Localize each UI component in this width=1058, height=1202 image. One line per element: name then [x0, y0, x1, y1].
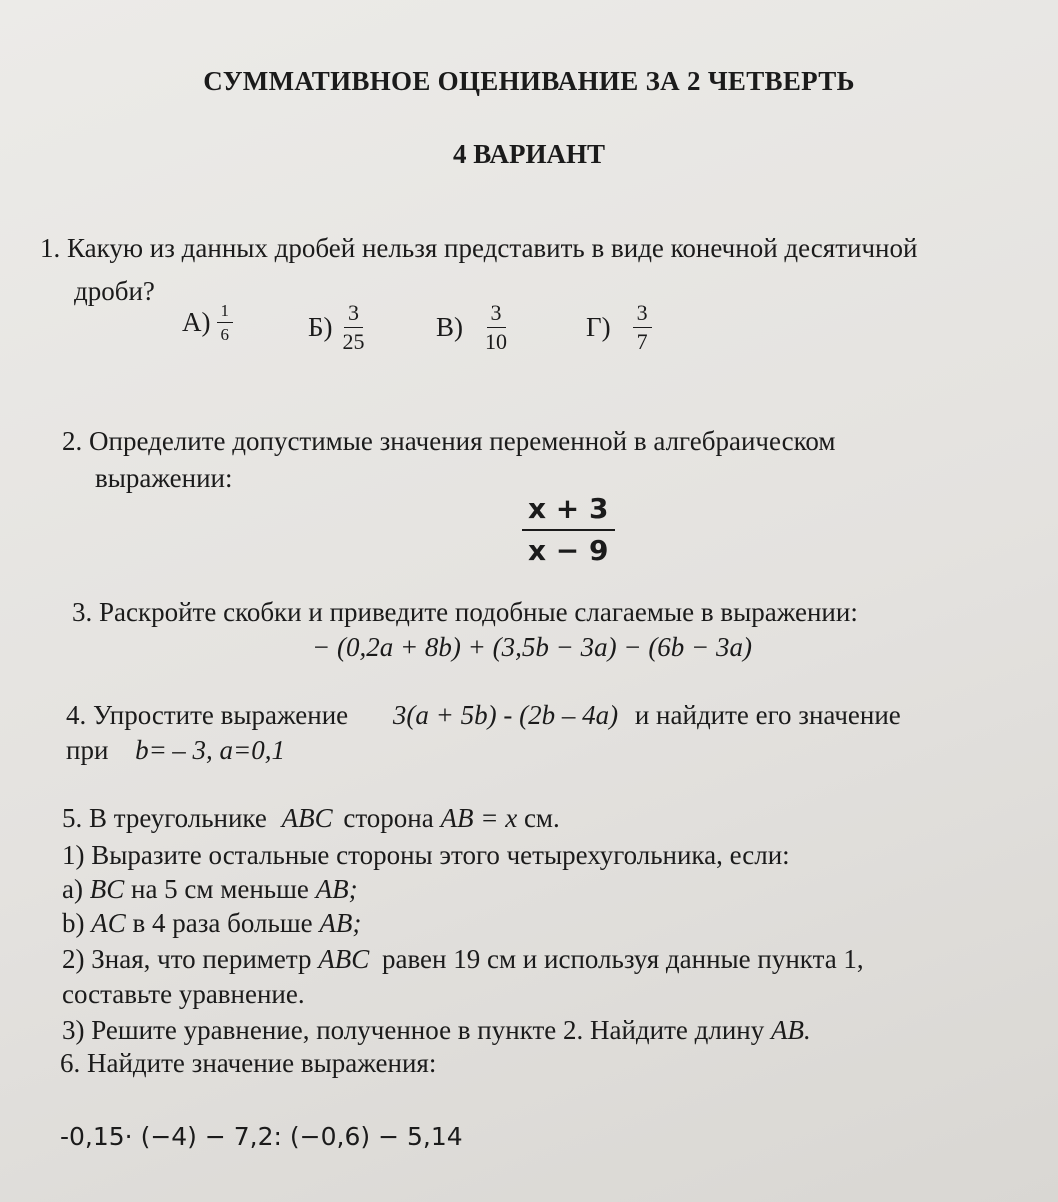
q5-text-line6: составьте уравнение. — [62, 979, 305, 1009]
variant-heading: 4 ВАРИАНТ — [452, 139, 606, 169]
option-label: Б) — [308, 312, 333, 342]
side-name: AB. — [771, 1015, 811, 1045]
q5-text-line1 — [62, 803, 560, 834]
q5-text: а) — [62, 874, 83, 904]
q5-text: в 4 раза больше — [132, 908, 313, 938]
triangle-name: ABC — [281, 803, 333, 833]
fraction — [633, 302, 652, 353]
q5-text-line5 — [62, 944, 864, 975]
q4-line2-prefix: при — [66, 735, 109, 765]
q4-expression: 3(a + 5b) - (2b – 4a) — [392, 700, 619, 730]
fraction — [481, 302, 511, 353]
fraction — [522, 492, 615, 567]
q4-values: b= – 3, a=0,1 — [135, 735, 286, 765]
q5-text-line3 — [62, 874, 358, 905]
q1-option-b — [308, 302, 369, 353]
side-name: BC — [89, 874, 125, 904]
denominator: 10 — [485, 329, 507, 354]
q1-option-a — [182, 302, 233, 343]
q5-text: сторона — [343, 803, 434, 833]
q5-text: 2) Зная, что периметр — [62, 944, 312, 974]
q2-text-line2: выражении: — [95, 463, 233, 493]
option-label: В) — [436, 312, 463, 342]
q1-text-line1: 1. Какую из данных дробей нельзя представить в виде конечной десятичной — [40, 233, 918, 263]
denominator: 6 — [220, 325, 229, 344]
option-label: А) — [182, 307, 211, 337]
q4-prefix: 4. Упростите выражение — [66, 700, 349, 730]
side-expression: AB = x — [440, 803, 518, 833]
numerator: x + 3 — [522, 495, 615, 531]
q4-text-line1 — [66, 700, 901, 731]
q5-text-line7 — [62, 1015, 811, 1046]
denominator: x − 9 — [528, 534, 609, 567]
q5-text: равен 19 см и используя данные пункта 1, — [381, 944, 864, 974]
q3-expression: − (0,2a + 8b) + (3,5b − 3a) − (6b − 3a) — [312, 632, 753, 662]
page-title: СУММАТИВНОЕ ОЦЕНИВАНИЕ ЗА 2 ЧЕТВЕРТЬ — [203, 66, 855, 96]
q1-option-c — [436, 302, 511, 353]
q1-text-line2: дроби? — [74, 276, 155, 306]
q5-text-line2: 1) Выразите остальные стороны этого четырехугольника, если: — [62, 840, 790, 870]
numerator: 1 — [217, 302, 234, 323]
numerator: 3 — [487, 302, 506, 328]
side-name: AC — [91, 908, 126, 938]
side-name: AB; — [315, 874, 358, 904]
q5-text: b) — [62, 908, 85, 938]
denominator: 25 — [342, 329, 365, 354]
q2-fraction-expression — [516, 492, 615, 567]
q3-text-line1: 3. Раскройте скобки и приведите подобные слагаемые в выражении: — [72, 597, 858, 627]
q5-text: см. — [523, 803, 560, 833]
fraction — [217, 302, 234, 343]
denominator: 7 — [636, 329, 648, 354]
q1-option-d — [586, 302, 652, 353]
q5-text-line4 — [62, 908, 361, 939]
option-label: Г) — [586, 312, 611, 342]
q2-text-line1: 2. Определите допустимые значения переменной в алгебраическом — [62, 426, 836, 456]
q4-text-line2 — [66, 735, 285, 766]
q6-expression: -0,15· (−4) − 7,2: (−0,6) − 5,14 — [60, 1122, 463, 1151]
side-name: AB; — [319, 908, 362, 938]
triangle-name: ABC — [318, 944, 370, 974]
q4-suffix: и найдите его значение — [634, 700, 901, 730]
fraction — [339, 302, 369, 353]
q5-text: 3) Решите уравнение, полученное в пункте 2. Найдите длину — [62, 1015, 765, 1045]
q5-text: на 5 см меньше — [131, 874, 309, 904]
q6-text-line1: 6. Найдите значение выражения: — [60, 1048, 437, 1078]
q5-text: 5. В треугольнике — [62, 803, 267, 833]
numerator: 3 — [344, 302, 363, 328]
numerator: 3 — [633, 302, 652, 328]
